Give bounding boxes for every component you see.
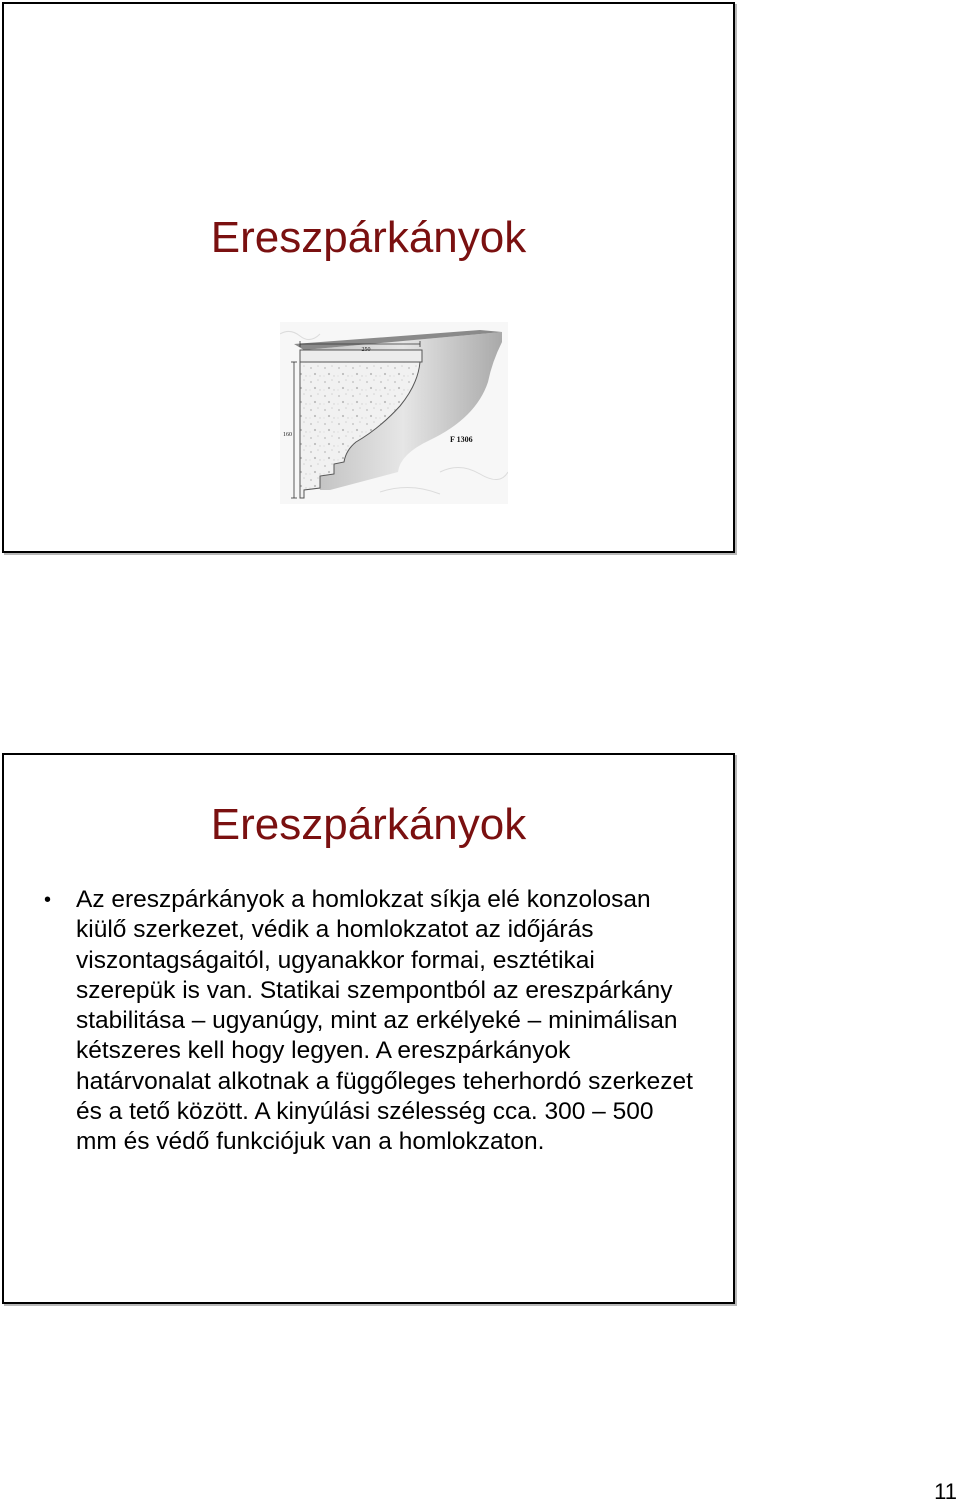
slide-1 [2,2,735,553]
bullet-list [44,885,694,1158]
bullet-icon: • [44,889,52,911]
slide-title: Ereszpárkányok [210,800,527,849]
dimension-height-label: 160 [283,432,292,438]
dimension-width-label: 250 [361,347,371,353]
list-item [44,885,694,1158]
bullet-text: Az ereszpárkányok a homlokzat síkja elé konzolosan kiülő szerkezet, védik a homlokzatot az időjárás viszontagságaitól, ugyanakkor formai, esztétikai szerepük is van. Statikai szempontból az ereszpárkány stabilitása – ugyanúgy, mint az erkélyeké – minimálisan kétszeres kell hogy legyen. A ereszpárkányok határvonalat alkotnak a függőleges teherhordó szerkezet és a tető között. A kinyúlási szélesség cca. 300 – 500 mm és védő funkciójuk van a homlokzaton. [76,886,693,1156]
cornice-figure [280,322,508,504]
product-code-label: F 1306 [450,435,473,444]
slide-title: Ereszpárkányok [210,213,527,262]
cornice-profile-illustration [280,322,508,504]
slide-2 [2,753,735,1304]
page-number: 11 [934,1479,957,1504]
